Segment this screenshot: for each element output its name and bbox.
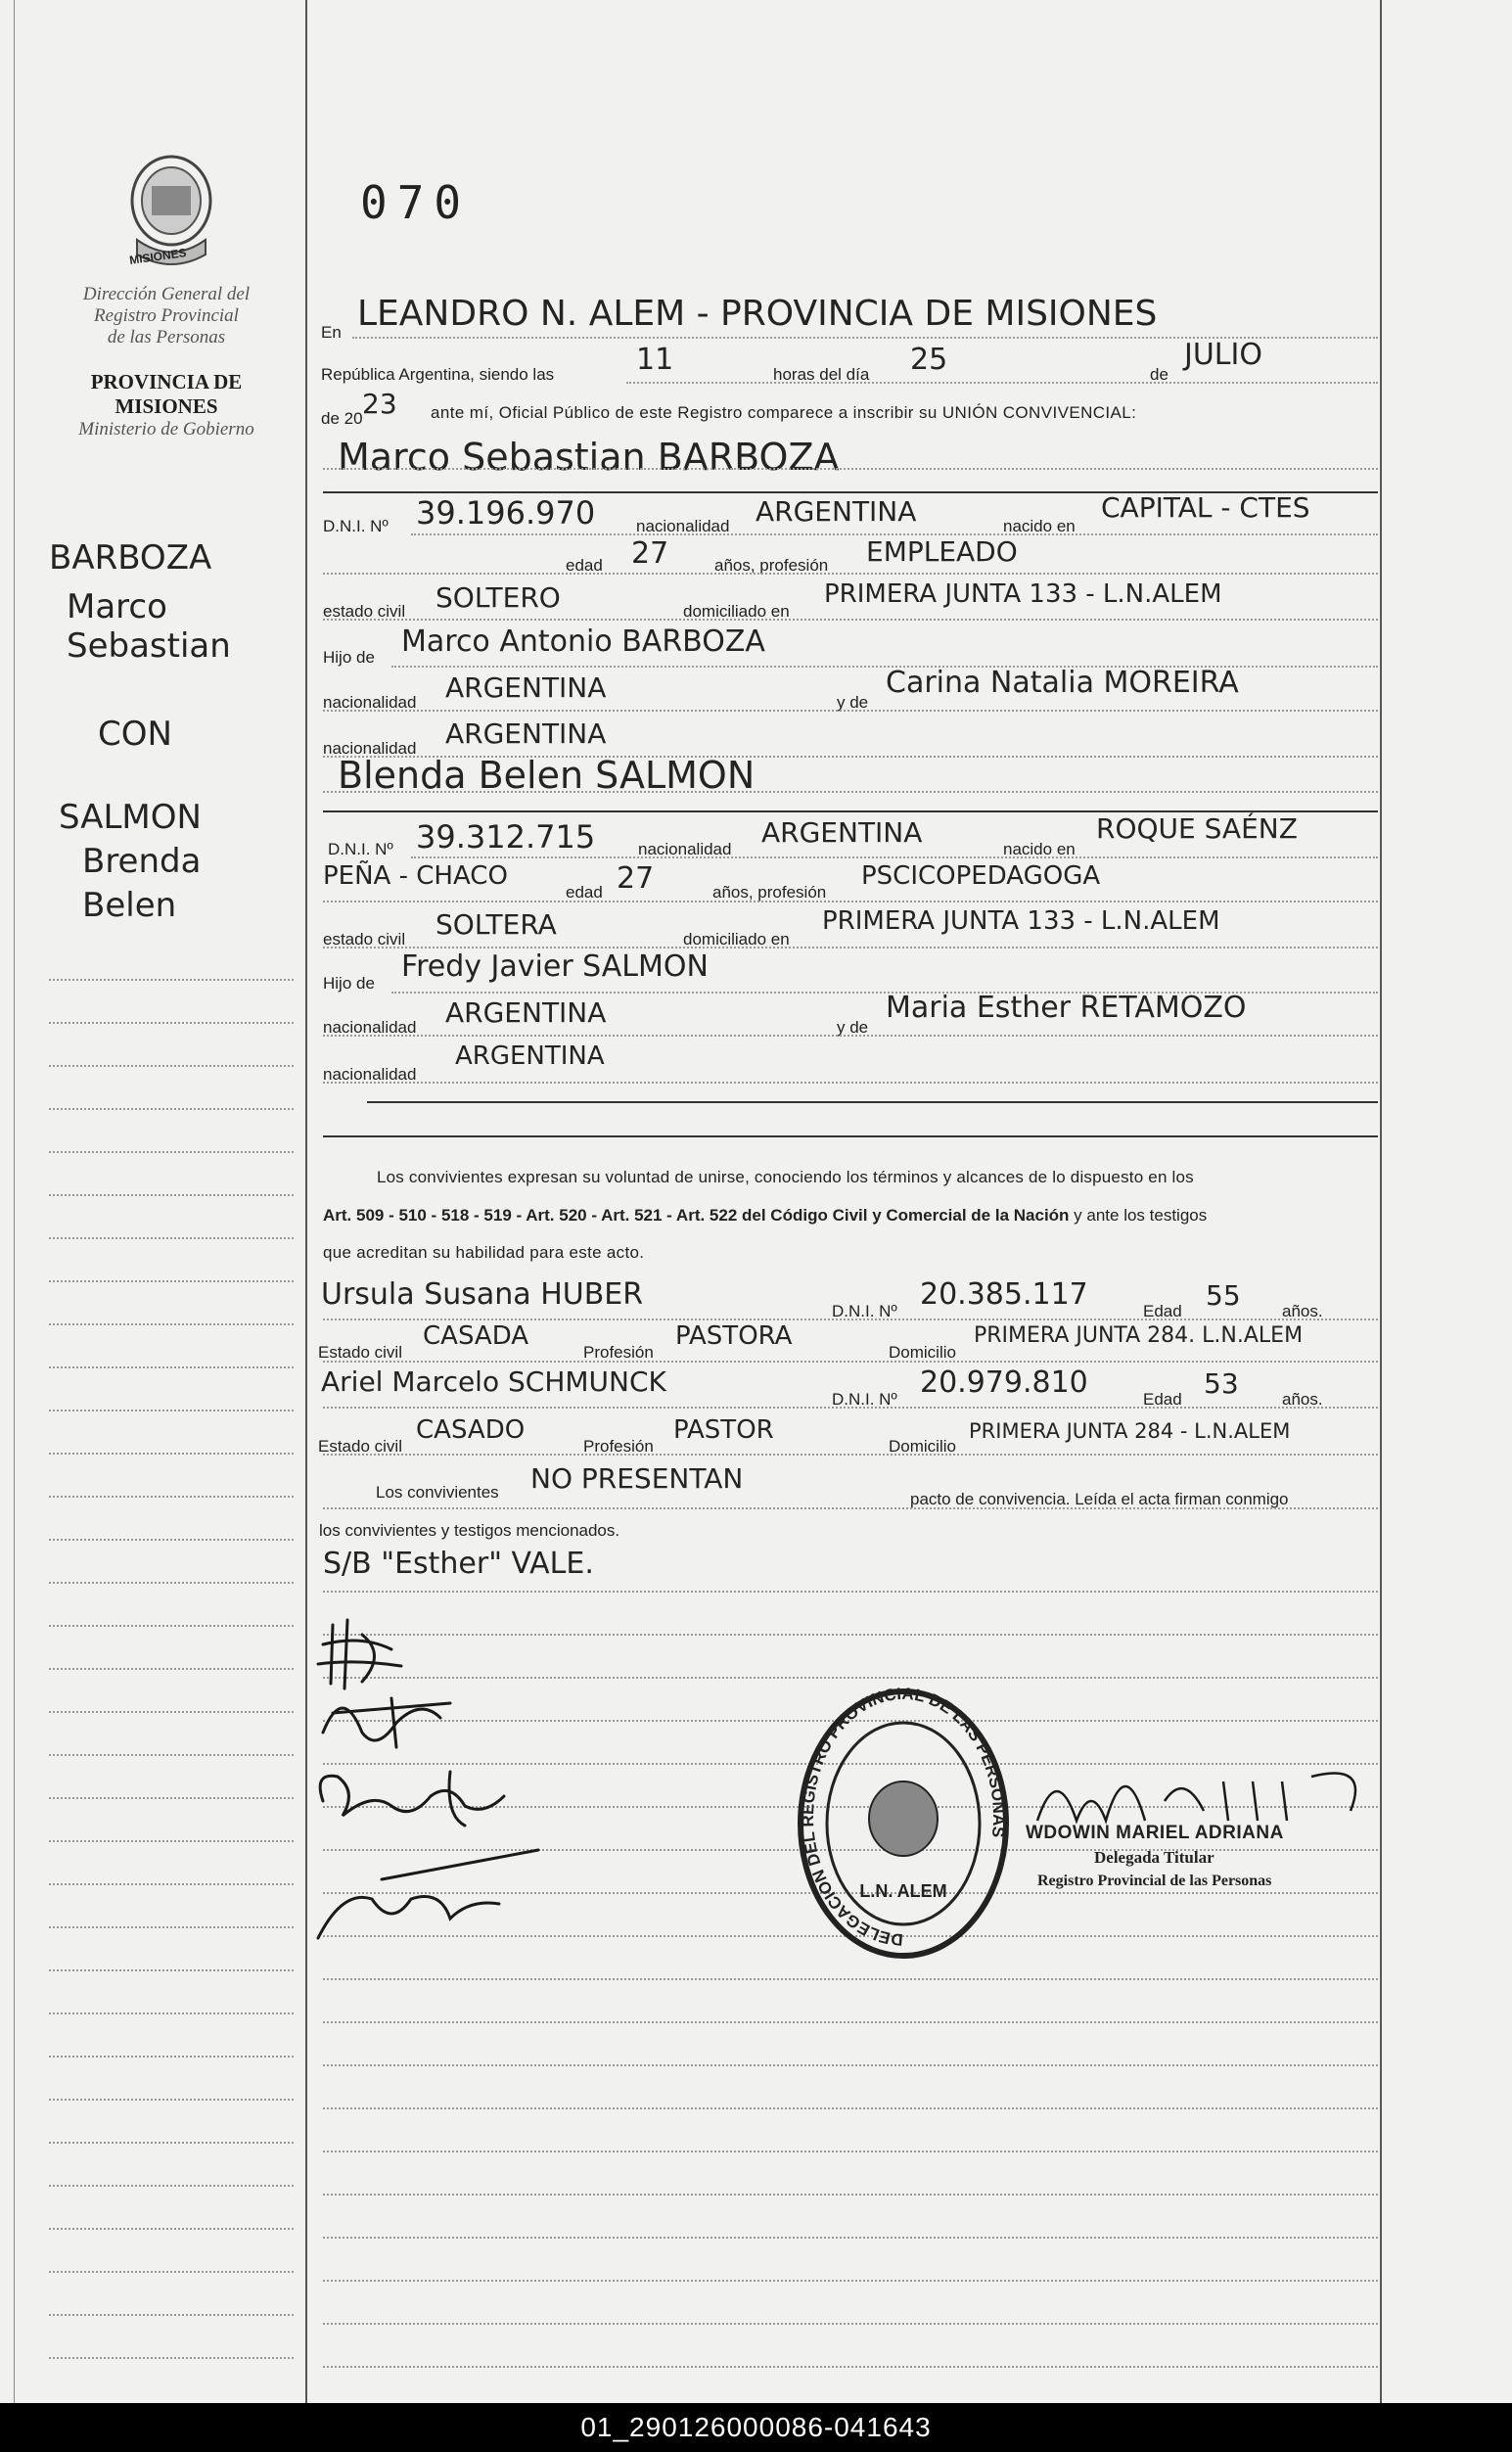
person2-nationality-label: nacionalidad: [638, 840, 732, 858]
person1-birthplace-label: nacido en: [1003, 517, 1076, 535]
witness2-line-2: [323, 1454, 1378, 1456]
stamp-ring-text: DELEGACION DEL REGISTRO PROVINCIAL DE LAS PERSONAS: [798, 1684, 1009, 1950]
closing-line-1: [323, 1507, 1378, 1509]
margin-rule-line: [49, 1668, 294, 1670]
margin-rule-line: [49, 2185, 294, 2187]
margin-rule-line: [49, 1280, 294, 1282]
republica-label: República Argentina, siendo las: [321, 365, 555, 384]
person1-nationality: ARGENTINA: [756, 495, 917, 528]
person2-birthplace-1: ROQUE SAÉNZ: [1096, 812, 1298, 845]
person2-father-nationality: ARGENTINA: [445, 996, 607, 1029]
witness2-profession-label: Profesión: [583, 1437, 654, 1456]
office-line-3: de las Personas: [107, 327, 226, 347]
witness2-dni-label: D.N.I. Nº: [832, 1390, 897, 1409]
de-label: de: [1150, 365, 1168, 384]
statement-text: ante mí, Oficial Público de este Registro comparece a inscribir su UNIÓN CONVIVENCIAL:: [431, 403, 1137, 422]
witness2-dni: 20.979.810: [920, 1365, 1088, 1400]
witness1-line-2: [323, 1361, 1378, 1363]
scan-footer: [0, 2403, 1512, 2452]
witness1-address: PRIMERA JUNTA 284. L.N.ALEM: [974, 1323, 1304, 1348]
ministry-line: Ministerio de Gobierno: [78, 419, 254, 440]
body-rule-line: [323, 1978, 1378, 1980]
witness1-profession: PASTORA: [675, 1321, 793, 1351]
margin-rule-line: [49, 1969, 294, 1971]
margin-rule-line: [49, 1194, 294, 1196]
margin-note-line-2: Marco: [67, 587, 167, 626]
margin-rule-line: [49, 2012, 294, 2014]
person2-address: PRIMERA JUNTA 133 - L.N.ALEM: [822, 906, 1220, 936]
body-rule-line: [323, 2021, 1378, 2023]
margin-rule-line: [49, 1065, 294, 1067]
person2-father: Fredy Javier SALMON: [401, 949, 709, 984]
person1-mother: Carina Natalia MOREIRA: [886, 666, 1239, 700]
margin-rule-line: [49, 1237, 294, 1239]
margin-rule-line: [49, 1539, 294, 1541]
witness2-address-label: Domicilio: [889, 1437, 956, 1456]
witness1-line-1: [323, 1319, 1378, 1320]
margin-rule-line: [49, 1410, 294, 1411]
body-rule-line: [323, 2323, 1378, 2325]
witness2-line-1: [323, 1407, 1378, 1409]
date-line: [626, 382, 1378, 384]
person2-end-line-1: [367, 1101, 1378, 1103]
witness1-dni-label: D.N.I. Nº: [832, 1302, 897, 1320]
person2-dni: 39.312.715: [416, 818, 596, 856]
signature-1: [318, 1620, 401, 1689]
signature-3: [320, 1772, 504, 1826]
witness2-civil-status: CASADO: [416, 1415, 526, 1445]
witness1-name: Ursula Susana HUBER: [321, 1277, 644, 1312]
person1-civil-line: [323, 619, 1378, 621]
legal-line-3: que acreditan su habilidad para este acto.: [323, 1243, 645, 1262]
margin-rule-line: [49, 1582, 294, 1584]
witness1-dni: 20.385.117: [920, 1277, 1088, 1312]
person2-age: 27: [617, 861, 655, 896]
person2-dni-line: [411, 856, 1378, 858]
person1-mother-label: y de: [837, 693, 869, 712]
margin-rule-line: [49, 2142, 294, 2144]
person1-nationality-label: nacionalidad: [636, 517, 730, 535]
person2-civil-status: SOLTERA: [435, 908, 557, 941]
month-value: JULIO: [1184, 338, 1262, 372]
person1-address: PRIMERA JUNTA 133 - L.N.ALEM: [824, 579, 1222, 609]
margin-rule-line: [49, 1323, 294, 1325]
office-line-2: Registro Provincial: [94, 305, 239, 326]
person2-mother-nat-label: nacionalidad: [323, 1065, 417, 1084]
margin-note-line-3: Sebastian: [67, 626, 231, 666]
margin-rule-line: [49, 1108, 294, 1110]
person1-father: Marco Antonio BARBOZA: [401, 625, 765, 659]
person2-profession-label: años, profesión: [712, 883, 827, 902]
person1-mother-line: [323, 710, 1378, 712]
person2-mother: Maria Esther RETAMOZO: [886, 991, 1247, 1025]
body-rule-line: [323, 2280, 1378, 2282]
witness1-age-label: Edad: [1143, 1302, 1182, 1320]
margin-rule-line: [49, 2056, 294, 2058]
day-value: 25: [910, 343, 948, 377]
body-rule-line: [323, 2366, 1378, 2368]
person1-birthplace: CAPITAL - CTES: [1101, 491, 1310, 524]
margin-rule-line: [49, 2228, 294, 2230]
year-value: 23: [362, 388, 397, 420]
person2-age-line: [323, 901, 1378, 902]
witness1-address-label: Domicilio: [889, 1343, 956, 1362]
body-rule-line: [323, 2151, 1378, 2152]
witness1-profession-label: Profesión: [583, 1343, 654, 1362]
witness2-name: Ariel Marcelo SCHMUNCK: [321, 1365, 666, 1398]
person2-dni-label: D.N.I. Nº: [328, 840, 393, 858]
seal-caption: MISIONES: [128, 245, 188, 268]
person2-birthplace-label: nacido en: [1003, 840, 1076, 858]
person1-profession-label: años, profesión: [714, 556, 829, 575]
province-line-2: MISIONES: [115, 394, 218, 418]
margin-rule-line: [49, 2314, 294, 2316]
signatures-image: [303, 1605, 558, 1958]
witness2-civil-label: Estado civil: [318, 1437, 402, 1456]
en-label: En: [321, 323, 342, 342]
person1-profession: EMPLEADO: [866, 535, 1018, 568]
person1-father-label: Hijo de: [323, 648, 375, 667]
officer-office: Registro Provincial de las Personas: [1037, 1873, 1272, 1889]
margin-note-line-5: SALMON: [59, 798, 202, 837]
person1-name-line: [323, 468, 1378, 470]
record-number: 070: [360, 176, 472, 229]
person2-father-nat-label: nacionalidad: [323, 1018, 417, 1037]
person2-civil-label: estado civil: [323, 930, 406, 948]
margin-rule-line: [49, 2357, 294, 2359]
margin-rule-line: [49, 1625, 294, 1627]
margin-rule-line: [49, 1926, 294, 1928]
witness1-civil-status: CASADA: [423, 1321, 529, 1351]
person1-age-line: [323, 573, 1378, 575]
person1-age-label: edad: [566, 556, 603, 575]
margin-rule-line: [49, 1366, 294, 1368]
margin-note-line-6: Brenda: [82, 842, 202, 881]
person2-father-label: Hijo de: [323, 974, 375, 993]
body-rule-line: [323, 1591, 1378, 1593]
margin-note-line-7: Belen: [82, 886, 177, 925]
office-block: [39, 284, 294, 440]
body-rule-line: [323, 2194, 1378, 2196]
person1-dni: 39.196.970: [416, 494, 596, 532]
horas-label: horas del día: [773, 365, 870, 384]
margin-rule-line: [49, 1840, 294, 1842]
margin-rule-line: [49, 979, 294, 981]
place-value: LEANDRO N. ALEM - PROVINCIA DE MISIONES: [357, 294, 1158, 334]
convivientes-label: Los convivientes: [376, 1483, 499, 1502]
margin-rule-line: [49, 1754, 294, 1756]
person1-name: Marco Sebastian BARBOZA: [338, 436, 840, 479]
margin-rule-line: [49, 1883, 294, 1885]
person1-mother-nationality: ARGENTINA: [445, 717, 607, 750]
witness1-anos-label: años.: [1282, 1302, 1323, 1320]
witness2-address: PRIMERA JUNTA 284 - L.N.ALEM: [969, 1419, 1291, 1443]
officer-title: Delegada Titular: [1094, 1848, 1214, 1867]
person2-mother-nat-line: [323, 1082, 1378, 1084]
de20-label: de 20: [321, 409, 363, 428]
right-margin-rule: [1380, 0, 1382, 2403]
legal-line-1: Los convivientes expresan su voluntad de unirse, conociendo los términos y alcances de lo dispuesto en los: [377, 1168, 1194, 1186]
pact-text: pacto de convivencia. Leída el acta firman conmigo: [910, 1490, 1289, 1508]
person2-mother-label: y de: [837, 1018, 869, 1037]
legal-line-2: [323, 1206, 1207, 1226]
province-line-1: PROVINCIA DE: [90, 370, 243, 393]
person2-name-line: [323, 791, 1378, 793]
correction-note: S/B "Esther" VALE.: [323, 1547, 594, 1581]
margin-note-line-4: CON: [98, 715, 172, 754]
person2-civil-line: [323, 947, 1378, 948]
body-rule-line: [323, 2107, 1378, 2109]
signature-4: [318, 1850, 538, 1938]
official-stamp: [791, 1682, 1016, 1966]
person1-father-nat-label: nacionalidad: [323, 693, 417, 712]
body-rule-line: [323, 2237, 1378, 2239]
person1-age: 27: [631, 536, 669, 571]
person2-birthplace-2: PEÑA - CHACO: [323, 861, 508, 891]
closing-line-2: los convivientes y testigos mencionados.: [319, 1521, 620, 1540]
stamp-town: L.N. ALEM: [859, 1881, 947, 1901]
page-left-edge: [14, 0, 15, 2403]
hour-value: 11: [636, 343, 674, 377]
person2-nationality: ARGENTINA: [761, 816, 923, 849]
person2-name: Blenda Belen SALMON: [338, 754, 756, 797]
witness2-age-label: Edad: [1143, 1390, 1182, 1409]
person1-mother-nat-label: nacionalidad: [323, 739, 417, 758]
margin-rule-line: [49, 2271, 294, 2273]
margin-rule-line: [49, 1797, 294, 1799]
person2-mother-nationality: ARGENTINA: [455, 1041, 605, 1071]
margin-rule-line: [49, 1453, 294, 1455]
left-margin-rule: [305, 0, 307, 2403]
margin-rule-line: [49, 1022, 294, 1024]
margin-rule-line: [49, 1711, 294, 1713]
person2-end-line-2: [323, 1135, 1378, 1137]
witness1-age: 55: [1206, 1279, 1241, 1312]
pact-status: NO PRESENTAN: [530, 1462, 744, 1495]
signature-2: [323, 1698, 450, 1747]
person2-age-label: edad: [566, 883, 603, 902]
witness1-civil-label: Estado civil: [318, 1343, 402, 1362]
file-id: 01_290126000086-041643: [580, 2412, 932, 2442]
person2-profession: PSCICOPEDAGOGA: [861, 861, 1101, 891]
person2-mother-line: [323, 1035, 1378, 1037]
margin-rule-line: [49, 1151, 294, 1153]
person1-civil-label: estado civil: [323, 602, 406, 621]
witness2-anos-label: años.: [1282, 1390, 1323, 1409]
person1-address-label: domiciliado en: [683, 602, 790, 621]
legal-articles: Art. 509 - 510 - 518 - 519 - Art. 520 - Art. 521 - Art. 522 del Código Civil y Comercial de la Nación: [323, 1206, 1070, 1225]
person1-father-nationality: ARGENTINA: [445, 671, 607, 704]
margin-rule-line: [49, 2099, 294, 2101]
person2-address-label: domiciliado en: [683, 930, 790, 948]
margin-note-line-1: BARBOZA: [49, 538, 212, 578]
person1-civil-status: SOLTERO: [435, 581, 561, 614]
person1-dni-label: D.N.I. Nº: [323, 517, 389, 535]
officer-name: WDOWIN MARIEL ADRIANA: [1026, 1823, 1284, 1843]
body-rule-line: [323, 2064, 1378, 2066]
witness2-profession: PASTOR: [673, 1415, 774, 1445]
witness2-age: 53: [1204, 1367, 1239, 1400]
margin-rule-line: [49, 1496, 294, 1498]
legal-line-2-rest: y ante los testigos: [1074, 1206, 1208, 1225]
office-line-1: Dirección General del: [82, 284, 251, 304]
